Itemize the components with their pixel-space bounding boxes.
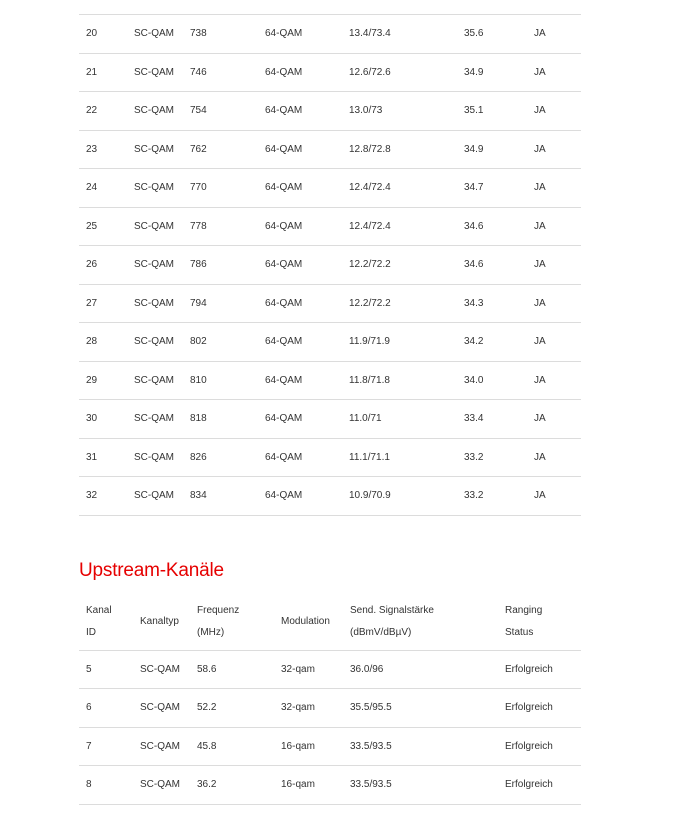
- cell-power-level: 12.6/72.6: [349, 66, 391, 78]
- downstream-table-body: [79, 15, 581, 516]
- cell-channel-type: SC-QAM: [134, 66, 174, 78]
- cell-modulation: 64-QAM: [265, 336, 303, 348]
- cell-channel-id: 25: [86, 220, 98, 232]
- cell-modulation: 32-qam: [281, 702, 315, 714]
- cell-channel-type: SC-QAM: [140, 779, 180, 791]
- cell-power-level: 11.1/71.1: [349, 451, 390, 463]
- cell-send-power: 35.5/95.5: [350, 702, 392, 714]
- cell-power-level: 10.9/70.9: [349, 490, 391, 502]
- downstream-row: [79, 361, 581, 400]
- cell-frequency: 786: [190, 259, 207, 271]
- cell-frequency: 746: [190, 66, 207, 78]
- cell-frequency: 36.2: [197, 779, 217, 791]
- cell-snr: 33.2: [464, 451, 484, 463]
- cell-channel-id: 29: [86, 374, 98, 386]
- cell-power-level: 12.8/72.8: [349, 143, 391, 155]
- cell-channel-id: 27: [86, 297, 98, 309]
- cell-locked: JA: [534, 259, 546, 271]
- downstream-row: [79, 284, 581, 323]
- cell-channel-type: SC-QAM: [134, 28, 174, 40]
- cell-power-level: 11.9/71.9: [349, 336, 390, 348]
- downstream-row: [79, 169, 581, 208]
- cell-ranging-status: Erfolgreich: [505, 663, 553, 675]
- cell-power-level: 13.4/73.4: [349, 28, 391, 40]
- cell-locked: JA: [534, 28, 546, 40]
- cell-snr: 34.6: [464, 220, 484, 232]
- cell-modulation: 64-QAM: [265, 413, 303, 425]
- cell-snr: 35.1: [464, 105, 484, 117]
- cell-snr: 35.6: [464, 28, 484, 40]
- cell-snr: 34.3: [464, 297, 484, 309]
- cell-channel-id: 20: [86, 28, 98, 40]
- cell-channel-type: SC-QAM: [134, 336, 174, 348]
- cell-channel-type: SC-QAM: [140, 702, 180, 714]
- downstream-row: [79, 477, 581, 516]
- cell-modulation: 64-QAM: [265, 490, 303, 502]
- cell-modulation: 64-QAM: [265, 220, 303, 232]
- cell-channel-type: SC-QAM: [134, 220, 174, 232]
- cell-modulation: 64-QAM: [265, 105, 303, 117]
- cell-channel-type: SC-QAM: [134, 413, 174, 425]
- cell-modulation: 64-QAM: [265, 182, 303, 194]
- downstream-row: [79, 92, 581, 131]
- cell-channel-type: SC-QAM: [134, 490, 174, 502]
- cell-channel-id: 7: [86, 740, 92, 752]
- cell-frequency: 770: [190, 182, 207, 194]
- header-kanal-id: Kanal ID: [86, 604, 112, 638]
- cell-power-level: 13.0/73: [349, 105, 383, 117]
- downstream-row: [79, 130, 581, 169]
- cell-channel-id: 31: [86, 451, 98, 463]
- cell-channel-id: 6: [86, 702, 92, 714]
- cell-frequency: 738: [190, 28, 207, 40]
- cell-frequency: 810: [190, 374, 207, 386]
- cell-snr: 34.7: [464, 182, 484, 194]
- cell-locked: JA: [534, 451, 546, 463]
- cell-locked: JA: [534, 374, 546, 386]
- cell-snr: 34.9: [464, 66, 484, 78]
- cell-channel-id: 8: [86, 779, 92, 791]
- cell-frequency: 754: [190, 105, 207, 117]
- cell-modulation: 64-QAM: [265, 28, 303, 40]
- cell-locked: JA: [534, 413, 546, 425]
- downstream-table: [79, 14, 581, 516]
- cell-modulation: 64-QAM: [265, 451, 303, 463]
- cell-channel-type: SC-QAM: [134, 105, 174, 117]
- cell-locked: JA: [534, 105, 546, 117]
- cell-send-power: 36.0/96: [350, 663, 384, 675]
- cell-modulation: 16-qam: [281, 740, 315, 752]
- cell-locked: JA: [534, 297, 546, 309]
- cell-power-level: 12.2/72.2: [349, 297, 391, 309]
- cell-channel-type: SC-QAM: [134, 182, 174, 194]
- cell-channel-type: SC-QAM: [134, 451, 174, 463]
- cell-snr: 33.2: [464, 490, 484, 502]
- downstream-row: [79, 53, 581, 92]
- cell-channel-type: SC-QAM: [134, 143, 174, 155]
- cell-snr: 34.2: [464, 336, 484, 348]
- upstream-table: [79, 594, 581, 805]
- header-frequenz: Frequenz (MHz): [197, 604, 240, 638]
- cell-snr: 34.6: [464, 259, 484, 271]
- cell-frequency: 762: [190, 143, 207, 155]
- cell-send-power: 33.5/93.5: [350, 740, 392, 752]
- downstream-row: [79, 207, 581, 246]
- cell-frequency: 778: [190, 220, 207, 232]
- cell-frequency: 826: [190, 451, 207, 463]
- cell-channel-type: SC-QAM: [140, 663, 180, 675]
- cell-modulation: 64-QAM: [265, 66, 303, 78]
- upstream-row: [79, 766, 581, 805]
- upstream-row: [79, 650, 581, 689]
- channel-info-content: [79, 0, 581, 791]
- downstream-row: [79, 246, 581, 285]
- cell-power-level: 12.4/72.4: [349, 220, 391, 232]
- cell-frequency: 794: [190, 297, 207, 309]
- downstream-row: [79, 323, 581, 362]
- cell-modulation: 64-QAM: [265, 143, 303, 155]
- cell-modulation: 64-QAM: [265, 374, 303, 386]
- cell-power-level: 11.8/71.8: [349, 374, 390, 386]
- cell-frequency: 818: [190, 413, 207, 425]
- cell-modulation: 32-qam: [281, 663, 315, 675]
- cell-channel-id: 24: [86, 182, 98, 194]
- cell-channel-id: 5: [86, 663, 92, 675]
- cell-frequency: 834: [190, 490, 207, 502]
- cell-channel-id: 21: [86, 66, 98, 78]
- cell-locked: JA: [534, 182, 546, 194]
- downstream-row: [79, 400, 581, 439]
- cell-snr: 34.0: [464, 374, 484, 386]
- upstream-row: [79, 689, 581, 728]
- cell-channel-id: 30: [86, 413, 98, 425]
- cell-modulation: 64-QAM: [265, 259, 303, 271]
- cell-channel-id: 22: [86, 105, 98, 117]
- cell-modulation: 16-qam: [281, 779, 315, 791]
- cell-channel-type: SC-QAM: [134, 259, 174, 271]
- cell-channel-type: SC-QAM: [140, 740, 180, 752]
- cell-locked: JA: [534, 220, 546, 232]
- upstream-row: [79, 727, 581, 766]
- cell-ranging-status: Erfolgreich: [505, 740, 553, 752]
- cell-frequency: 58.6: [197, 663, 217, 675]
- cell-send-power: 33.5/93.5: [350, 779, 392, 791]
- cell-locked: JA: [534, 143, 546, 155]
- upstream-section-title: Upstream-Kanäle: [79, 560, 224, 581]
- cell-frequency: 52.2: [197, 702, 217, 714]
- cell-locked: JA: [534, 336, 546, 348]
- cell-channel-type: SC-QAM: [134, 297, 174, 309]
- header-ranging-status: Ranging Status: [505, 604, 543, 638]
- cell-channel-id: 23: [86, 143, 98, 155]
- cell-locked: JA: [534, 490, 546, 502]
- cell-channel-id: 32: [86, 490, 98, 502]
- upstream-header-row: [79, 594, 581, 650]
- upstream-table-body: [79, 650, 581, 804]
- cell-frequency: 45.8: [197, 740, 217, 752]
- cell-frequency: 802: [190, 336, 207, 348]
- cell-modulation: 64-QAM: [265, 297, 303, 309]
- header-modulation: Modulation: [281, 615, 330, 627]
- cell-power-level: 11.0/71: [349, 413, 382, 425]
- cell-ranging-status: Erfolgreich: [505, 779, 553, 791]
- cell-channel-type: SC-QAM: [134, 374, 174, 386]
- cell-power-level: 12.2/72.2: [349, 259, 391, 271]
- cell-snr: 34.9: [464, 143, 484, 155]
- cell-snr: 33.4: [464, 413, 484, 425]
- header-kanaltyp: Kanaltyp: [140, 615, 179, 627]
- cell-channel-id: 28: [86, 336, 98, 348]
- cell-channel-id: 26: [86, 259, 98, 271]
- cell-locked: JA: [534, 66, 546, 78]
- cell-ranging-status: Erfolgreich: [505, 702, 553, 714]
- downstream-row: [79, 438, 581, 477]
- header-signalstaerke: Send. Signalstärke (dBmV/dBµV): [350, 604, 434, 638]
- downstream-row: [79, 15, 581, 54]
- cell-power-level: 12.4/72.4: [349, 182, 391, 194]
